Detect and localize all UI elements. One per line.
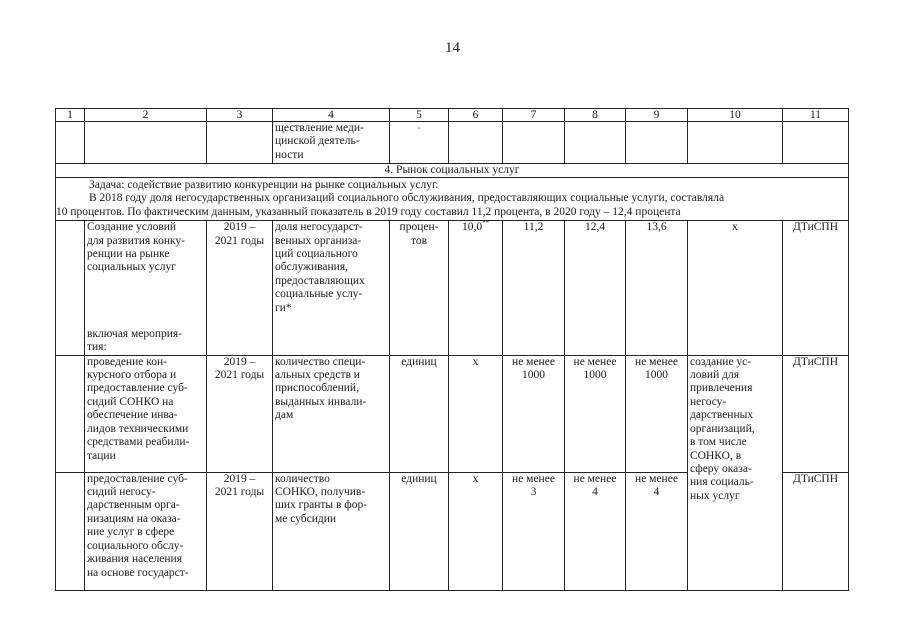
task-line: Задача: содействие развитию конкуренции на рынке социальных услуг. [89, 179, 439, 191]
activity-2-period: 2019 – 2021 годы [207, 472, 273, 590]
measure-period: 2019 – 2021 годы [207, 221, 273, 355]
measure-base-value: 10,0** [449, 221, 503, 355]
continuation-dash: - [390, 122, 449, 164]
measure-title: Создание условий для развития конку- ренции на рынке социальных услуг [87, 221, 185, 274]
continuation-indicator: ществление меди- цинской деятель- ности [273, 122, 390, 164]
measures-table [55, 108, 849, 591]
col-header-10: 10 [688, 109, 783, 122]
measure-value-2019: 11,2 [503, 221, 565, 355]
activity-1-result: создание ус- ловий для привлечения негосу- дарственных организаций, в том числе СОНКО, в сферу оказа- ния социаль- ных услуг [688, 355, 783, 590]
activity-1-executor: ДТиСПН [783, 355, 849, 472]
column-number-row [56, 109, 849, 122]
activity-2-unit: единиц [390, 472, 449, 590]
context-line-1: В 2018 году доля негосударственных организаций социального обслуживания, предоставляющих социальные услуги, составляла [89, 192, 725, 205]
measure-result: х [688, 221, 783, 355]
col-header-7: 7 [503, 109, 565, 122]
col-header-3: 3 [207, 109, 273, 122]
measure-value-2021: 13,6 [626, 221, 688, 355]
col-header-4: 4 [273, 109, 390, 122]
context-line-2: 10 процентов. По фактическим данным, указанный показатель в 2019 году составил 11,2 процента, в 2020 году – 12,4 процента [56, 205, 681, 218]
col-header-9: 9 [626, 109, 688, 122]
activity-1-description: проведение кон- курсного отбора и предоставление суб- сидий СОНКО на обеспечение инва- лидов техническими средствами реабили- тации [85, 355, 207, 472]
col-header-11: 11 [783, 109, 849, 122]
col-header-1: 1 [56, 109, 85, 122]
activity-2-value-2021: не менее 4 [626, 472, 688, 590]
col-header-6: 6 [449, 109, 503, 122]
page-number: 14 [445, 40, 460, 56]
activity-1-value-2020: не менее 1000 [565, 355, 626, 472]
task-row [56, 178, 849, 221]
activity-2-indicator: количество СОНКО, получив- ших гранты в фор- ме субсидии [273, 472, 390, 590]
measure-unit: процен- тов [390, 221, 449, 355]
activity-1-indicator: количество специ- альных средств и приспособлений, выданных инвали- дам [273, 355, 390, 472]
col-header-2: 2 [85, 109, 207, 122]
activity-1-value-2019: не менее 1000 [503, 355, 565, 472]
col-header-8: 8 [565, 109, 626, 122]
measure-value-2020: 12,4 [565, 221, 626, 355]
measure-indicator: доля негосударст- венных организа- ций социального обслуживания, предоставляющих социальные услу- ги* [273, 221, 390, 355]
section-row [56, 164, 849, 178]
footnote-mark: ** [482, 220, 490, 228]
activity-2-executor: ДТиСПН [783, 472, 849, 590]
activity-1-period: 2019 – 2021 годы [207, 355, 273, 472]
activity-2-base-value: х [449, 472, 503, 590]
measure-executor: ДТиСПН [783, 221, 849, 355]
measure-row [56, 221, 849, 355]
section-title: 4. Рынок социальных услуг [56, 164, 849, 178]
activity-1-base-value: х [449, 355, 503, 472]
activity-2-description: предоставление суб- сидий негосу- дарственным орга- низациям на оказа- ние услуг в сфере социального обслу- живания населения на основе государст- [85, 472, 207, 590]
activity-row-1 [56, 355, 849, 472]
activity-2-value-2019: не менее 3 [503, 472, 565, 590]
measure-includes: включая мероприя- тия: [87, 327, 183, 354]
col-header-5: 5 [390, 109, 449, 122]
activity-1-value-2021: не менее 1000 [626, 355, 688, 472]
activity-2-value-2020: не менее 4 [565, 472, 626, 590]
activity-1-unit: единиц [390, 355, 449, 472]
continuation-row [56, 122, 849, 164]
